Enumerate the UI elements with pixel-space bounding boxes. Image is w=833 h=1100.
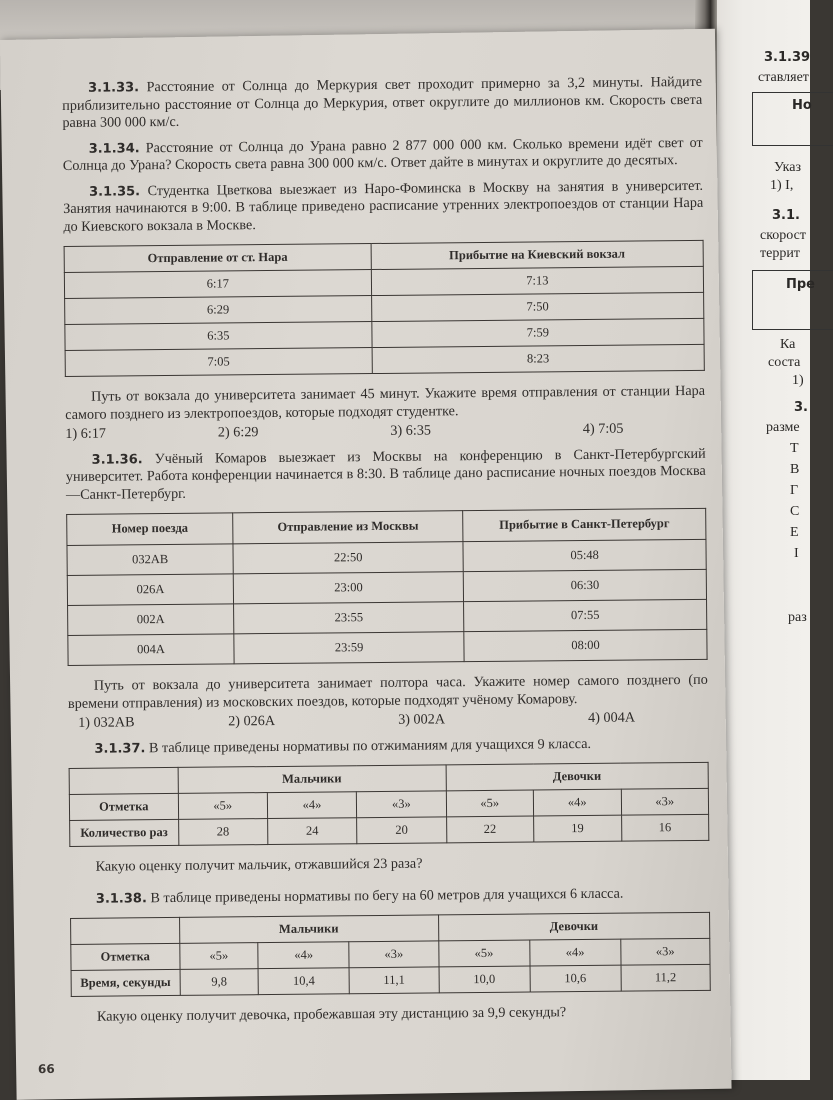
train-schedule-table-moscow (66, 508, 707, 666)
table-cell: «5» (438, 940, 529, 967)
table-cell: 23:59 (234, 632, 464, 664)
problem-3-1-35 (63, 177, 703, 236)
answer-option: 3) 002А (398, 711, 446, 728)
right-fragment: 3.1. (772, 208, 800, 223)
table-row (68, 629, 707, 665)
problem-number: 3.1.38. (95, 890, 147, 907)
answer-option: 2) 026А (228, 712, 276, 730)
table-cell: «3» (357, 791, 447, 818)
right-fragment: Г (790, 483, 799, 498)
table-cell: 8:23 (372, 344, 705, 373)
train-schedule-table-nara (64, 240, 705, 377)
table-cell: 05:48 (463, 539, 706, 571)
table-cell: «5» (178, 793, 268, 820)
right-fragment: I (794, 546, 799, 561)
table-cell: 22 (446, 816, 534, 843)
problem-3-1-33 (62, 74, 702, 133)
running-norms-table (70, 912, 711, 997)
table-cell: 23:55 (234, 602, 464, 634)
table-cell: «4» (533, 789, 621, 816)
problem-text: Учёный Комаров выезжает из Москвы на конференцию в Санкт-Петербургский университет. Работа конференции начинается в 8:30. В таблице дано расписание ночных поездов Москва—Санкт-Петербург. (65, 445, 706, 503)
problem-text: В таблице приведены нормативы по отжиманиям для учащихся 9 класса. (148, 735, 592, 756)
right-fragment: ставляет (758, 70, 809, 85)
problem-question: Путь от вокзала до университета занимает полтора часа. Укажите номер самого позднего (по времени отправления) из московских поездов, которые подходят учёному Комарову. (67, 671, 708, 712)
right-fragment: скорост (760, 228, 806, 243)
table-group-header: Девочки (446, 762, 709, 791)
right-fragment: Но (792, 98, 812, 113)
table-cell: 08:00 (464, 629, 707, 661)
answer-option: 2) 6:29 (217, 424, 259, 441)
problem-text: Расстояние от Солнца до Меркурия свет проходит примерно за 3,2 минуты. Найдите приблизительно расстояние от Солнца до Меркурия, ответ округлите до миллионов км. Скорость света равна 300 000 км/с. (62, 73, 703, 131)
table-cell: 9,8 (180, 969, 259, 996)
table-cell: «5» (179, 943, 258, 970)
table-header: Прибытие на Киевский вокзал (371, 240, 704, 269)
right-fragment: 3. (794, 400, 808, 415)
problem-number: 3.1.35. (89, 183, 141, 200)
right-fragment: раз (788, 610, 807, 625)
table-cell: «3» (621, 788, 709, 815)
problem-number: 3.1.33. (88, 80, 140, 96)
page-number: 66 (37, 1061, 55, 1077)
row-label: Время, секунды (71, 969, 180, 996)
table-cell: 22:50 (233, 542, 463, 574)
problem-text: Расстояние от Солнца до Урана равно 2 877 000 000 км. Сколько времени идёт свет от Солнца до Урана? Скорость света равна 300 000 км/с. Ответ дайте в минутах и округлите до десятых. (62, 134, 703, 174)
table-group-header: Мальчики (179, 915, 438, 943)
table-header: Отправление из Москвы (233, 511, 463, 544)
table-cell: 10,4 (258, 968, 349, 995)
table-cell: 7:05 (65, 348, 372, 377)
row-label: Отметка (69, 793, 178, 820)
table-header: Номер поезда (67, 513, 233, 546)
right-fragment: 1) I, (770, 178, 794, 193)
problem-number: 3.1.34. (88, 140, 140, 157)
table-cell: 28 (178, 819, 268, 846)
table-row (71, 964, 710, 996)
problem-text: Студентка Цветкова выезжает из Наро-Фоминска в Москву на занятия в университет. Занятия начинаются в 9:00. В таблице приведено расписание утренних электропоездов от станции Нара до Киевского вокзала в Москве. (63, 177, 704, 235)
answer-option: 3) 6:35 (390, 422, 432, 439)
right-fragment: Пре (786, 277, 816, 292)
table-cell: 06:30 (463, 569, 706, 601)
table-row (70, 814, 709, 846)
table-cell: 11,1 (349, 967, 439, 994)
right-fragment: 3.1.39 (764, 50, 811, 65)
table-header: Отправление от ст. Нара (64, 244, 371, 273)
right-fragment: Ка (780, 337, 796, 352)
right-fragment: Е (790, 525, 799, 540)
answer-option: 4) 7:05 (582, 420, 624, 438)
table-row (65, 344, 704, 376)
table-cell: 7:50 (371, 292, 704, 321)
problem-question: Какую оценку получит мальчик, отжавшийся 23 раза? (95, 855, 423, 875)
table-cell: 16 (621, 814, 709, 841)
table-cell: «4» (258, 942, 349, 969)
table-cell: 19 (534, 815, 622, 842)
table-group-header: Мальчики (178, 765, 446, 794)
answer-option: 4) 004А (588, 709, 636, 726)
right-fragment: соста (768, 355, 801, 370)
answer-option: 1) 032АВ (78, 714, 135, 731)
table-cell: 002А (68, 604, 234, 636)
table-cell: 10,6 (530, 965, 621, 992)
table-cell: «4» (529, 939, 620, 966)
table-header: Прибытие в Санкт-Петербург (463, 508, 706, 541)
row-label: Количество раз (70, 819, 179, 846)
table-cell: 23:00 (233, 572, 463, 604)
right-fragment: террит (760, 246, 800, 261)
right-fragment: разме (766, 420, 800, 435)
table-cell: 6:29 (65, 296, 372, 325)
table-cell: 11,2 (621, 964, 711, 991)
problem-number: 3.1.37. (94, 740, 146, 757)
table-cell: «3» (349, 941, 439, 968)
problem-3-1-34 (63, 134, 703, 175)
problem-text: В таблице приведены нормативы по бегу на 60 метров для учащихся 6 класса. (150, 885, 624, 906)
problem-question: Путь от вокзала до университета занимает 45 минут. Укажите время отправления от станции Нара самого позднего из электропоездов, которые подходят студентке. (65, 382, 706, 423)
table-cell: 6:35 (65, 322, 372, 351)
page-content (62, 74, 711, 1027)
table-cell: «5» (446, 790, 534, 817)
right-fragment: Указ (774, 160, 802, 175)
table-cell: 6:17 (64, 270, 371, 299)
table-cell: 10,0 (439, 966, 530, 993)
table-cell: «4» (267, 792, 357, 819)
right-fragment: Т (790, 441, 799, 456)
table-cell: 24 (267, 818, 357, 845)
row-label: Отметка (71, 943, 180, 970)
answer-option: 1) 6:17 (65, 425, 107, 442)
table-cell: «3» (620, 938, 710, 965)
table-group-header: Девочки (438, 912, 710, 941)
table-cell: 20 (357, 817, 447, 844)
table-cell: 004А (68, 634, 234, 666)
right-fragment: 1) (792, 373, 804, 388)
right-fragment: С (790, 504, 800, 519)
problem-number: 3.1.36. (91, 451, 143, 468)
table-cell: 032АВ (67, 544, 233, 576)
table-cell: 026А (67, 574, 233, 606)
problem-3-1-36 (66, 445, 706, 504)
table-cell: 7:13 (371, 266, 704, 295)
table-cell: 07:55 (464, 599, 707, 631)
table-cell: 7:59 (372, 318, 705, 347)
problem-question: Какую оценку получит девочка, пробежавшая эту дистанцию за 9,9 секунды? (96, 1004, 567, 1025)
pushups-norms-table (69, 762, 710, 847)
right-fragment: В (790, 462, 800, 477)
